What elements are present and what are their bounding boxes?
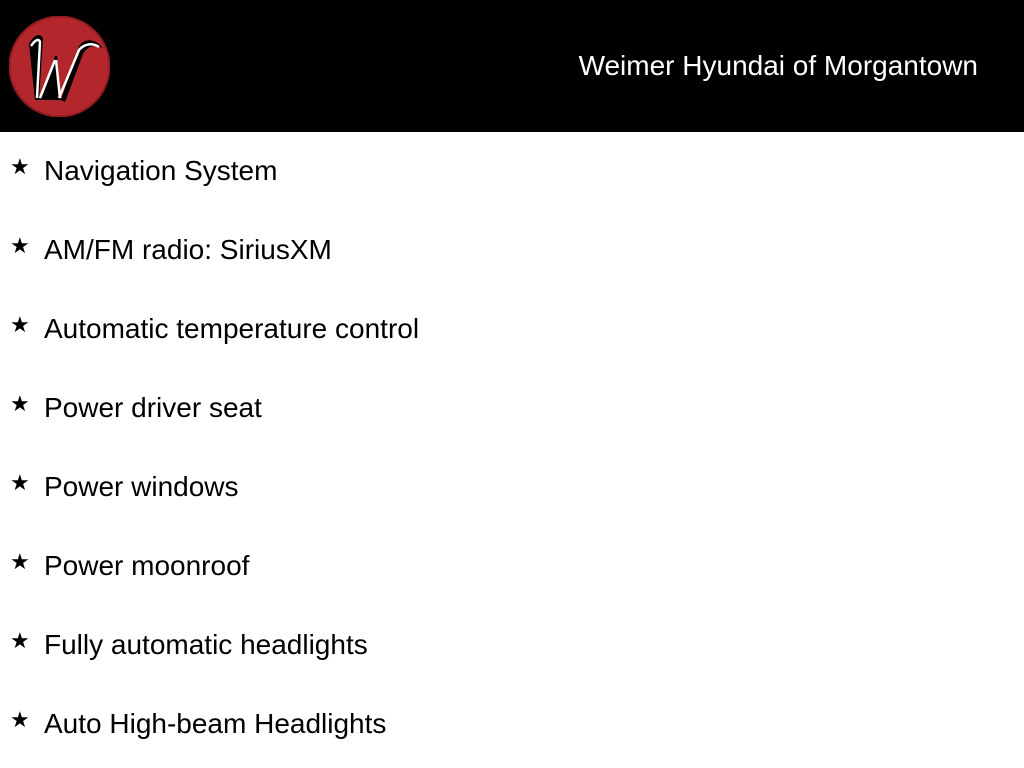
list-item — [0, 211, 1024, 290]
list-item — [0, 290, 1024, 369]
feature-label: Power moonroof — [44, 550, 250, 581]
list-item — [0, 606, 1024, 685]
feature-label: AM/FM radio: SiriusXM — [44, 234, 332, 265]
star-icon: ★ — [10, 471, 30, 496]
star-icon: ★ — [10, 708, 30, 733]
header-bar — [0, 0, 1024, 132]
feature-label: Power driver seat — [44, 392, 262, 423]
w-monogram-logo-icon — [9, 16, 110, 117]
list-item — [0, 132, 1024, 211]
feature-label: Auto High-beam Headlights — [44, 708, 387, 739]
feature-label: Fully automatic headlights — [44, 629, 368, 660]
star-icon: ★ — [10, 550, 30, 575]
list-item — [0, 685, 1024, 764]
feature-label: Navigation System — [44, 155, 278, 186]
star-icon: ★ — [10, 313, 30, 338]
dealer-name: Weimer Hyundai of Morgantown — [578, 50, 978, 81]
feature-list — [0, 132, 1024, 764]
feature-label: Automatic temperature control — [44, 313, 420, 344]
list-item — [0, 369, 1024, 448]
feature-label: Power windows — [44, 471, 239, 502]
star-icon: ★ — [10, 392, 30, 417]
list-item — [0, 527, 1024, 606]
star-icon: ★ — [10, 234, 30, 259]
star-icon: ★ — [10, 629, 30, 654]
list-item — [0, 448, 1024, 527]
star-icon: ★ — [10, 155, 30, 180]
